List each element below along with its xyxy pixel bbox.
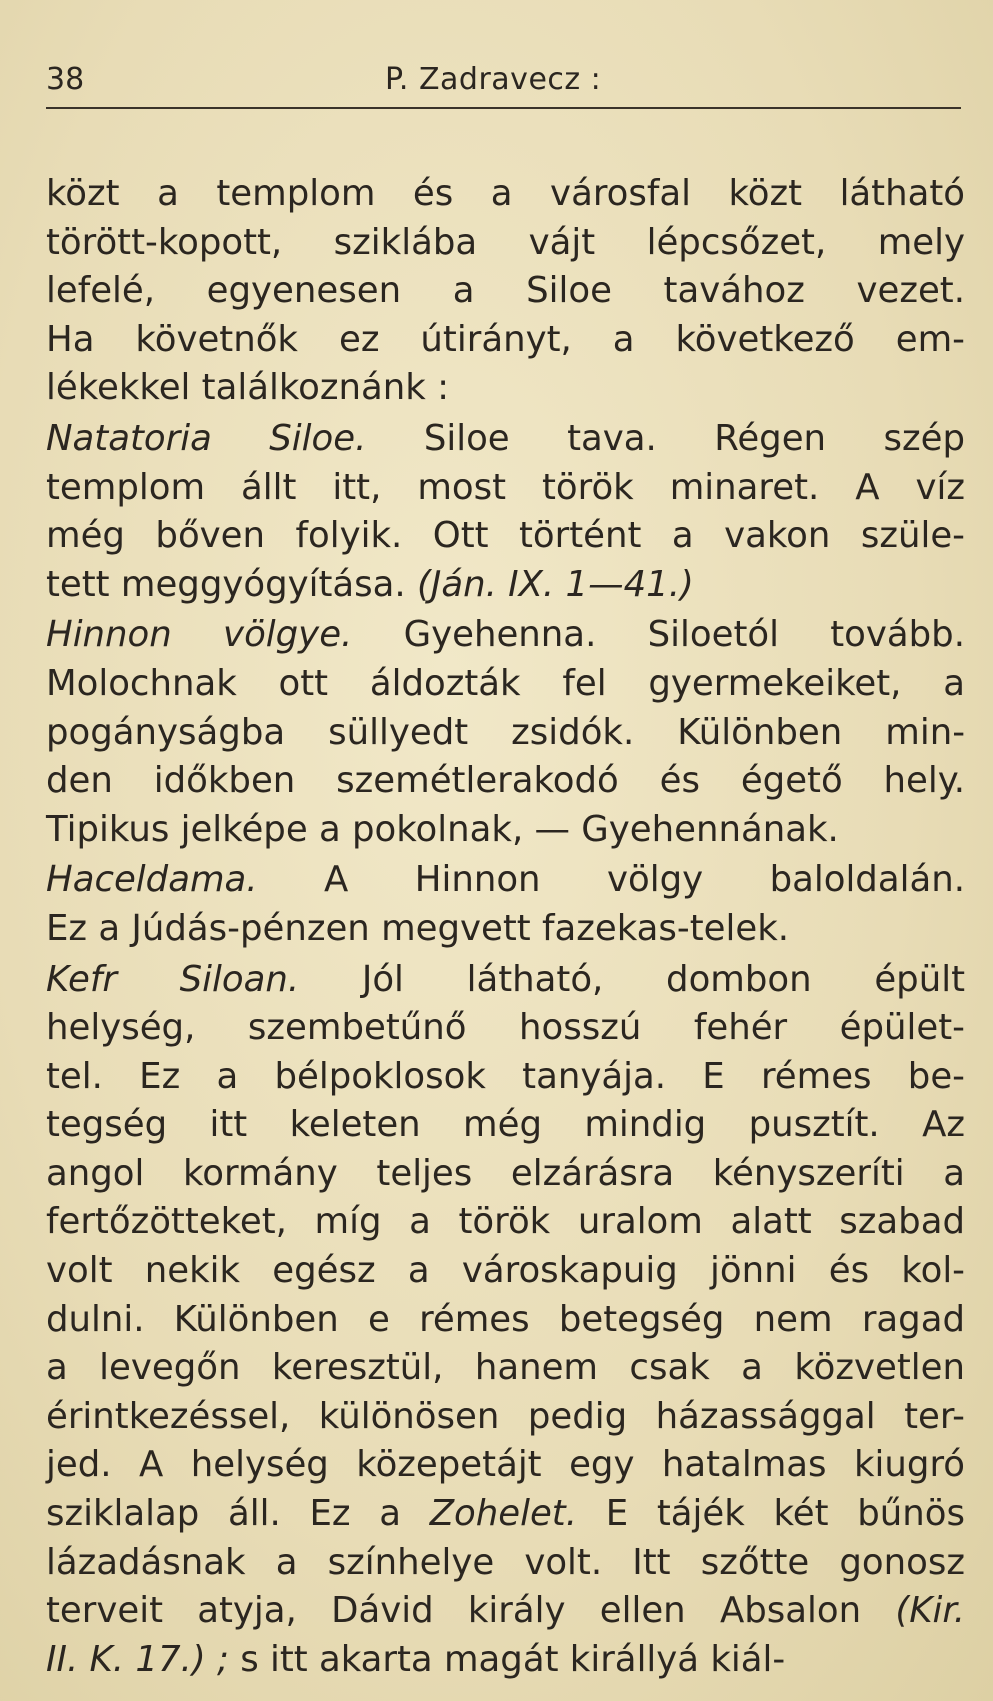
text-segment: Molochnak ott áldozták fel gyermekeiket, a (46, 662, 965, 704)
text-line (46, 956, 965, 1005)
page-number: 38 (46, 62, 85, 97)
text-line (46, 757, 965, 806)
text-segment: jed. A helység közepetájt egy hatalmas kiugró (46, 1444, 965, 1486)
text-line (46, 1441, 965, 1490)
text-line (46, 1636, 965, 1685)
text-segment: Ez a Júdás-pénzen megvett fazekas-telek. (46, 907, 790, 949)
text-line (46, 464, 965, 513)
text-segment: még bőven folyik. Ott történt a vakon szüle- (46, 515, 965, 557)
text-line (46, 1053, 965, 1102)
text-segment: lékekkel találkoznánk : (46, 367, 450, 409)
text-segment: Jól látható, dombon épült (299, 958, 965, 1000)
text-line (46, 806, 965, 855)
text-segment: sziklalap áll. Ez a (46, 1493, 430, 1535)
text-line (46, 1247, 965, 1296)
italic-segment: Zohelet. (429, 1493, 578, 1535)
text-line (46, 561, 965, 610)
italic-segment: Kefr Siloan. (46, 958, 300, 1000)
text-segment: Ha követnők ez útirányt, a következő em- (46, 318, 965, 360)
text-line (46, 512, 965, 561)
paragraph (46, 611, 965, 854)
paragraph (46, 170, 965, 413)
text-segment: tel. Ez a bélpoklosok tanyája. E rémes be- (46, 1055, 965, 1097)
text-segment: helység, szembetűnő hosszú fehér épület- (46, 1007, 965, 1049)
text-segment: tett meggyógyítása. (46, 563, 417, 605)
text-segment: E tájék két bűnös (577, 1493, 965, 1535)
text-line (46, 364, 965, 413)
text-line (46, 1198, 965, 1247)
text-segment: törött-kopott, sziklába vájt lépcsőzet, mely (46, 221, 965, 263)
text-segment: s itt akarta magát királlyá kiál- (228, 1638, 786, 1680)
text-segment: dulni. Különben e rémes betegség nem ragad (46, 1298, 965, 1340)
text-segment: A Hinnon völgy baloldalán. (257, 859, 965, 901)
text-segment: templom állt itt, most török minaret. A víz (46, 466, 965, 508)
text-segment: a levegőn keresztül, hanem csak a közvetlen (46, 1347, 965, 1389)
text-segment: érintkezéssel, különösen pedig házassággal ter- (46, 1395, 965, 1437)
text-segment: Siloe tava. Régen szép (366, 417, 965, 459)
text-segment: den időkben szemétlerakodó és égető hely. (46, 760, 965, 802)
text-segment: pogányságba süllyedt zsidók. Különben min- (46, 711, 965, 753)
text-line (46, 1296, 965, 1345)
text-line (46, 1490, 965, 1539)
text-segment: volt nekik egész a városkapuig jönni és kol- (46, 1250, 965, 1292)
header-rule (46, 107, 961, 109)
text-segment: terveit atyja, Dávid király ellen Absalon (46, 1590, 896, 1632)
text-line (46, 415, 965, 464)
text-line (46, 660, 965, 709)
paragraph (46, 856, 965, 953)
text-line (46, 1101, 965, 1150)
paragraph (46, 956, 965, 1685)
text-line (46, 316, 965, 365)
text-segment: fertőzötteket, míg a török uralom alatt szabad (46, 1201, 965, 1243)
text-line (46, 905, 965, 954)
text-line (46, 1150, 965, 1199)
body-text (46, 170, 965, 1684)
text-line (46, 170, 965, 219)
page-header (46, 58, 961, 102)
text-line (46, 219, 965, 268)
text-line (46, 1393, 965, 1442)
text-segment: Gyehenna. Siloetól tovább. (352, 614, 965, 656)
text-segment: tegség itt keleten még mindig pusztít. Az (46, 1104, 965, 1146)
text-line (46, 1344, 965, 1393)
text-line (46, 1587, 965, 1636)
italic-segment: Hinnon völgye. (46, 614, 353, 656)
text-line (46, 709, 965, 758)
paragraph (46, 415, 965, 609)
text-segment: Tipikus jelképe a pokolnak, — Gyehennának. (46, 808, 839, 850)
italic-segment: Natatoria Siloe. (46, 417, 367, 459)
text-segment: közt a templom és a városfal közt látható (46, 173, 965, 214)
text-segment: lefelé, egyenesen a Siloe tavához vezet. (46, 270, 965, 312)
italic-segment: Haceldama. (46, 859, 258, 901)
text-line (46, 856, 965, 905)
italic-segment: (Kir. (895, 1590, 965, 1632)
italic-segment: (Ján. IX. 1—41.) (417, 563, 694, 605)
italic-segment: II. K. 17.) ; (46, 1638, 229, 1680)
text-line (46, 267, 965, 316)
text-line (46, 611, 965, 660)
text-line (46, 1539, 965, 1588)
text-segment: lázadásnak a színhelye volt. Itt szőtte gonosz (46, 1541, 965, 1583)
text-line (46, 1004, 965, 1053)
running-head: P. Zadravecz : (385, 62, 602, 97)
text-segment: angol kormány teljes elzárásra kényszeríti a (46, 1152, 965, 1194)
